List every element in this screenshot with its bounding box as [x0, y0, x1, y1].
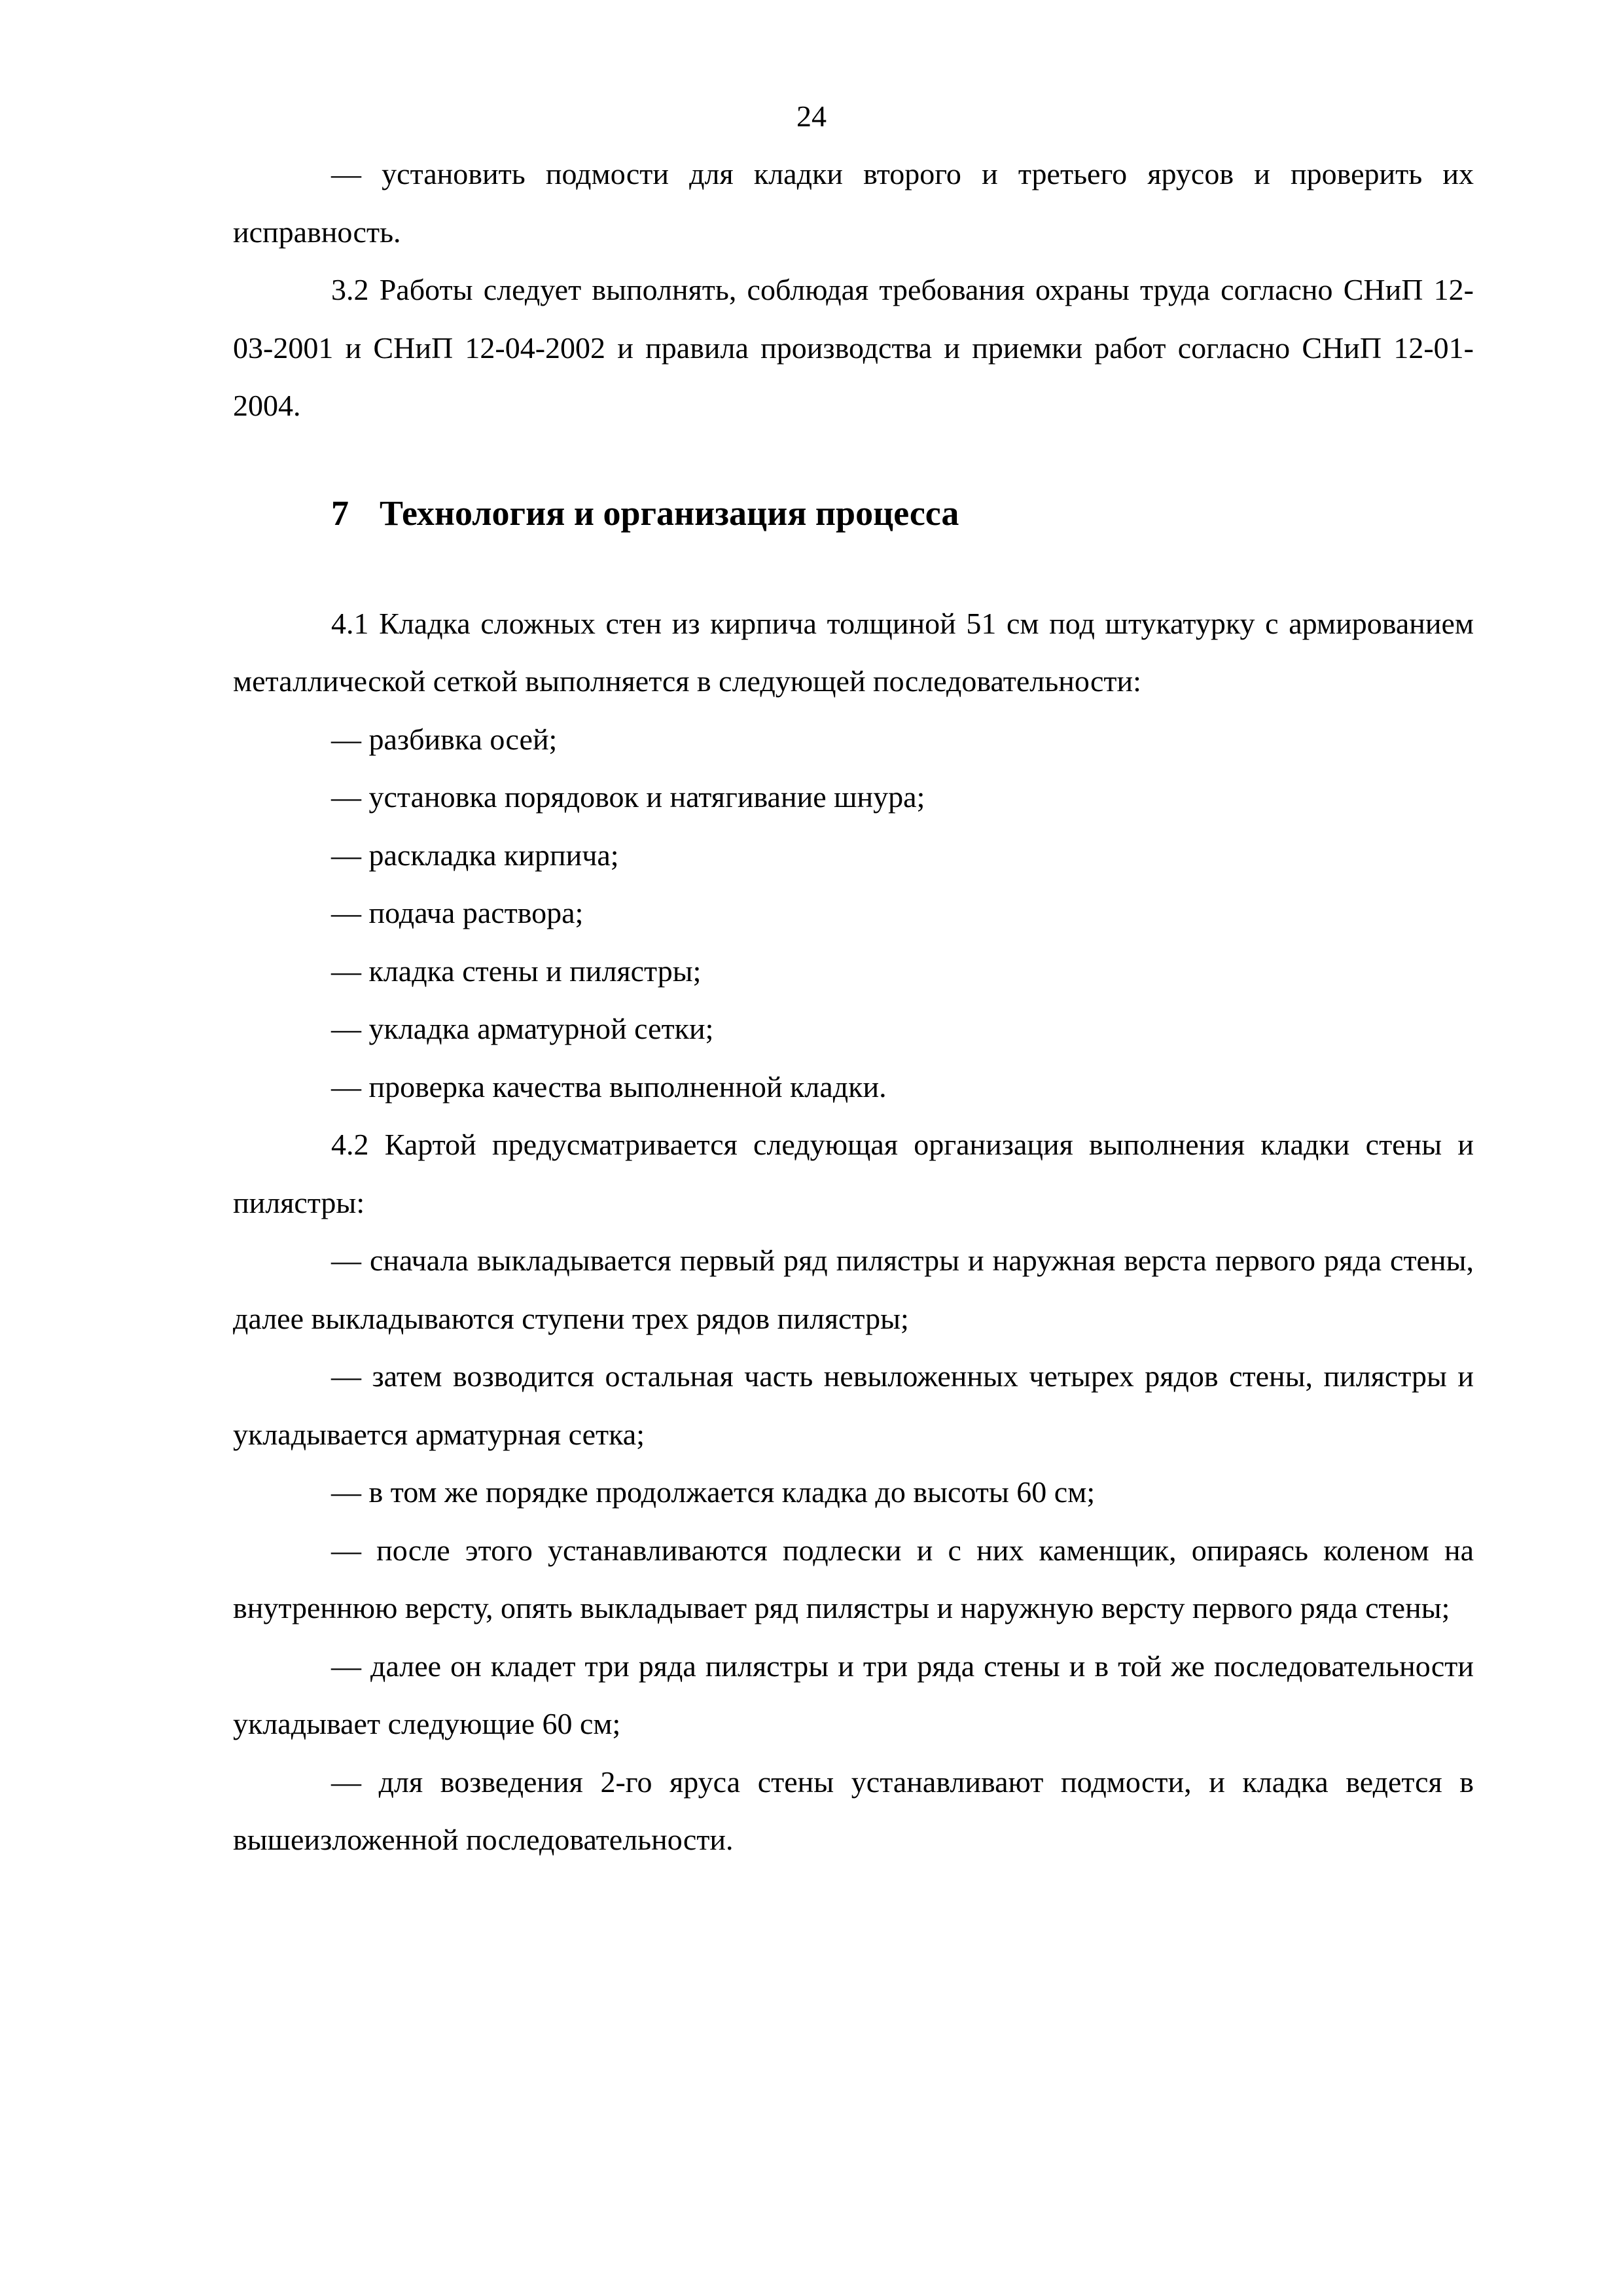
page-number: 24 — [796, 99, 827, 133]
list-item: — раскладка кирпича; — [331, 838, 619, 872]
list-item: — разбивка осей; — [331, 722, 558, 756]
list-item-install-scaffolding: — установить подмости для кладки второго и третьего ярусов и проверить их исправность. — [233, 157, 1474, 249]
list-item: — установка порядовок и натягивание шнура; — [331, 780, 925, 814]
list-item: — подача раствора; — [331, 896, 584, 929]
section-heading — [233, 435, 1474, 595]
list-item: — после этого устанавливаются подлески и с них каменщик, опираясь коленом на внутреннюю версту, опять выкладывает ряд пилястры и наружную версту первого ряда стены; — [233, 1533, 1474, 1624]
list-item: — в том же порядке продолжается кладка до высоты 60 см; — [331, 1475, 1096, 1509]
list-item: — затем возводится остальная часть невыложенных четырех рядов стены, пилястры и укладывается арматурная сетка; — [233, 1359, 1474, 1451]
section-title: Технология и организация процесса — [380, 493, 959, 533]
paragraph-4-1: 4.1 Кладка сложных стен из кирпича толщиной 51 см под штукатурку с армированием металлической сеткой выполняется в следующей последовательности: — [233, 606, 1474, 698]
paragraph-3-2: 3.2 Работы следует выполнять, соблюдая требования охраны труда согласно СНиП 12-03-2001 и СНиП 12-04-2002 и правила производства и приемки работ согласно СНиП 12-01-2004. — [233, 273, 1474, 422]
list-item: — далее он кладет три ряда пилястры и три ряда стены и в той же последовательности укладывает следующие 60 см; — [233, 1649, 1474, 1740]
list-item: — укладка арматурной сетки; — [331, 1012, 714, 1045]
section-number: 7 — [331, 493, 349, 533]
list-item: — сначала выкладывается первый ряд пилястры и наружная верста первого ряда стены, далее выкладываются ступени трех рядов пилястры; — [233, 1244, 1474, 1335]
list-item: — кладка стены и пилястры; — [331, 954, 702, 988]
page-body — [233, 145, 1474, 1869]
list-item: — проверка качества выполненной кладки. — [331, 1069, 887, 1103]
list-item: — для возведения 2-го яруса стены устанавливают подмости, и кладка ведется в вышеизложенной последовательности. — [233, 1765, 1474, 1856]
paragraph-4-2: 4.2 Картой предусматривается следующая организация выполнения кладки стены и пилястры: — [233, 1128, 1474, 1219]
